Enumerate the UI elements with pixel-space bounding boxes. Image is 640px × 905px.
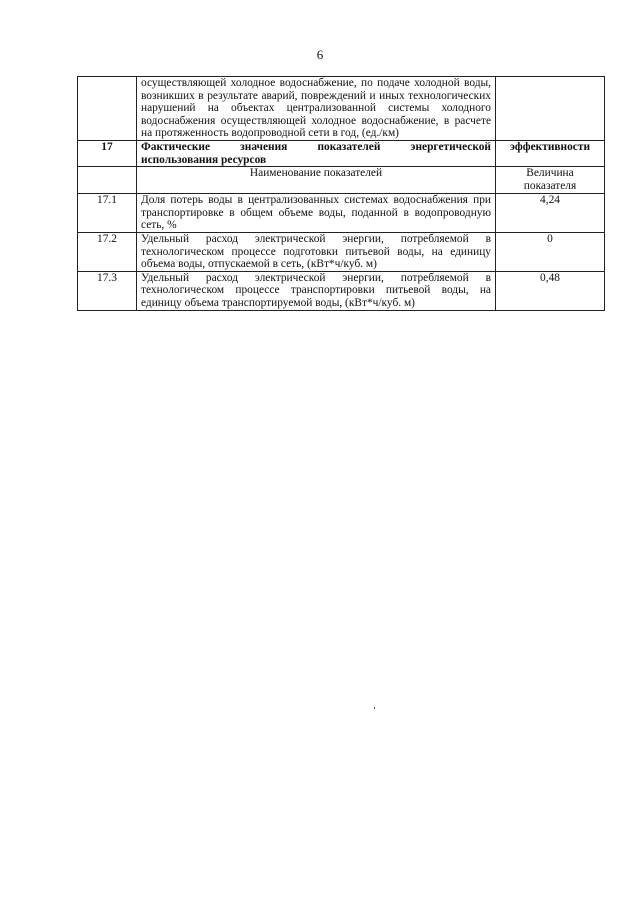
row-number xyxy=(78,77,137,141)
section-title xyxy=(137,140,496,166)
header-row xyxy=(78,167,605,194)
header-value: Величина показателя xyxy=(496,167,605,194)
row-value xyxy=(496,77,605,141)
table-row xyxy=(78,232,605,271)
row-text: Удельный расход электрической энергии, потребляемой в технологическом процессе подготовки питьевой воды, на единицу объема воды, отпускаемой в сеть, (кВт*ч/куб. м) xyxy=(137,232,496,271)
row-text: осуществляющей холодное водоснабжение, по подаче холодной воды, возникших в результате аварий, повреждений и иных технологических нарушений на объектах централизованной системы холодного водоснабжения осуществляющей холодное водоснабжение, в расчете на протяженность водопроводной сети в год, (ед./км) xyxy=(137,77,496,141)
row-number: 17.1 xyxy=(78,194,137,233)
row-value: 4,24 xyxy=(496,194,605,233)
section-title-tail: эффективности xyxy=(496,140,605,166)
table-row-continuation xyxy=(78,77,605,141)
section-row xyxy=(78,140,605,166)
scan-speck xyxy=(374,707,375,709)
row-number: 17.2 xyxy=(78,232,137,271)
row-number: 17.3 xyxy=(78,271,137,310)
page-number: 6 xyxy=(316,47,324,62)
header-name: Наименование показателей xyxy=(137,167,496,194)
row-text: Доля потерь воды в централизованных системах водоснабжения при транспортировке в общем объеме воды, поданной в водопроводную сеть, % xyxy=(137,194,496,233)
header-number-cell xyxy=(78,167,137,194)
row-value: 0,48 xyxy=(496,271,605,310)
section-number: 17 xyxy=(78,140,137,166)
row-value: 0 xyxy=(496,232,605,271)
section-title-line1: Фактические значения показателей энергетической xyxy=(141,140,491,153)
table-row xyxy=(78,271,605,310)
indicators-table xyxy=(77,76,605,311)
table-row xyxy=(78,194,605,233)
row-text: Удельный расход электрической энергии, потребляемой в технологическом процессе транспортировки питьевой воды, на единицу объема транспортируемой воды, (кВт*ч/куб. м) xyxy=(137,271,496,310)
section-title-line2: использования ресурсов xyxy=(141,153,267,166)
